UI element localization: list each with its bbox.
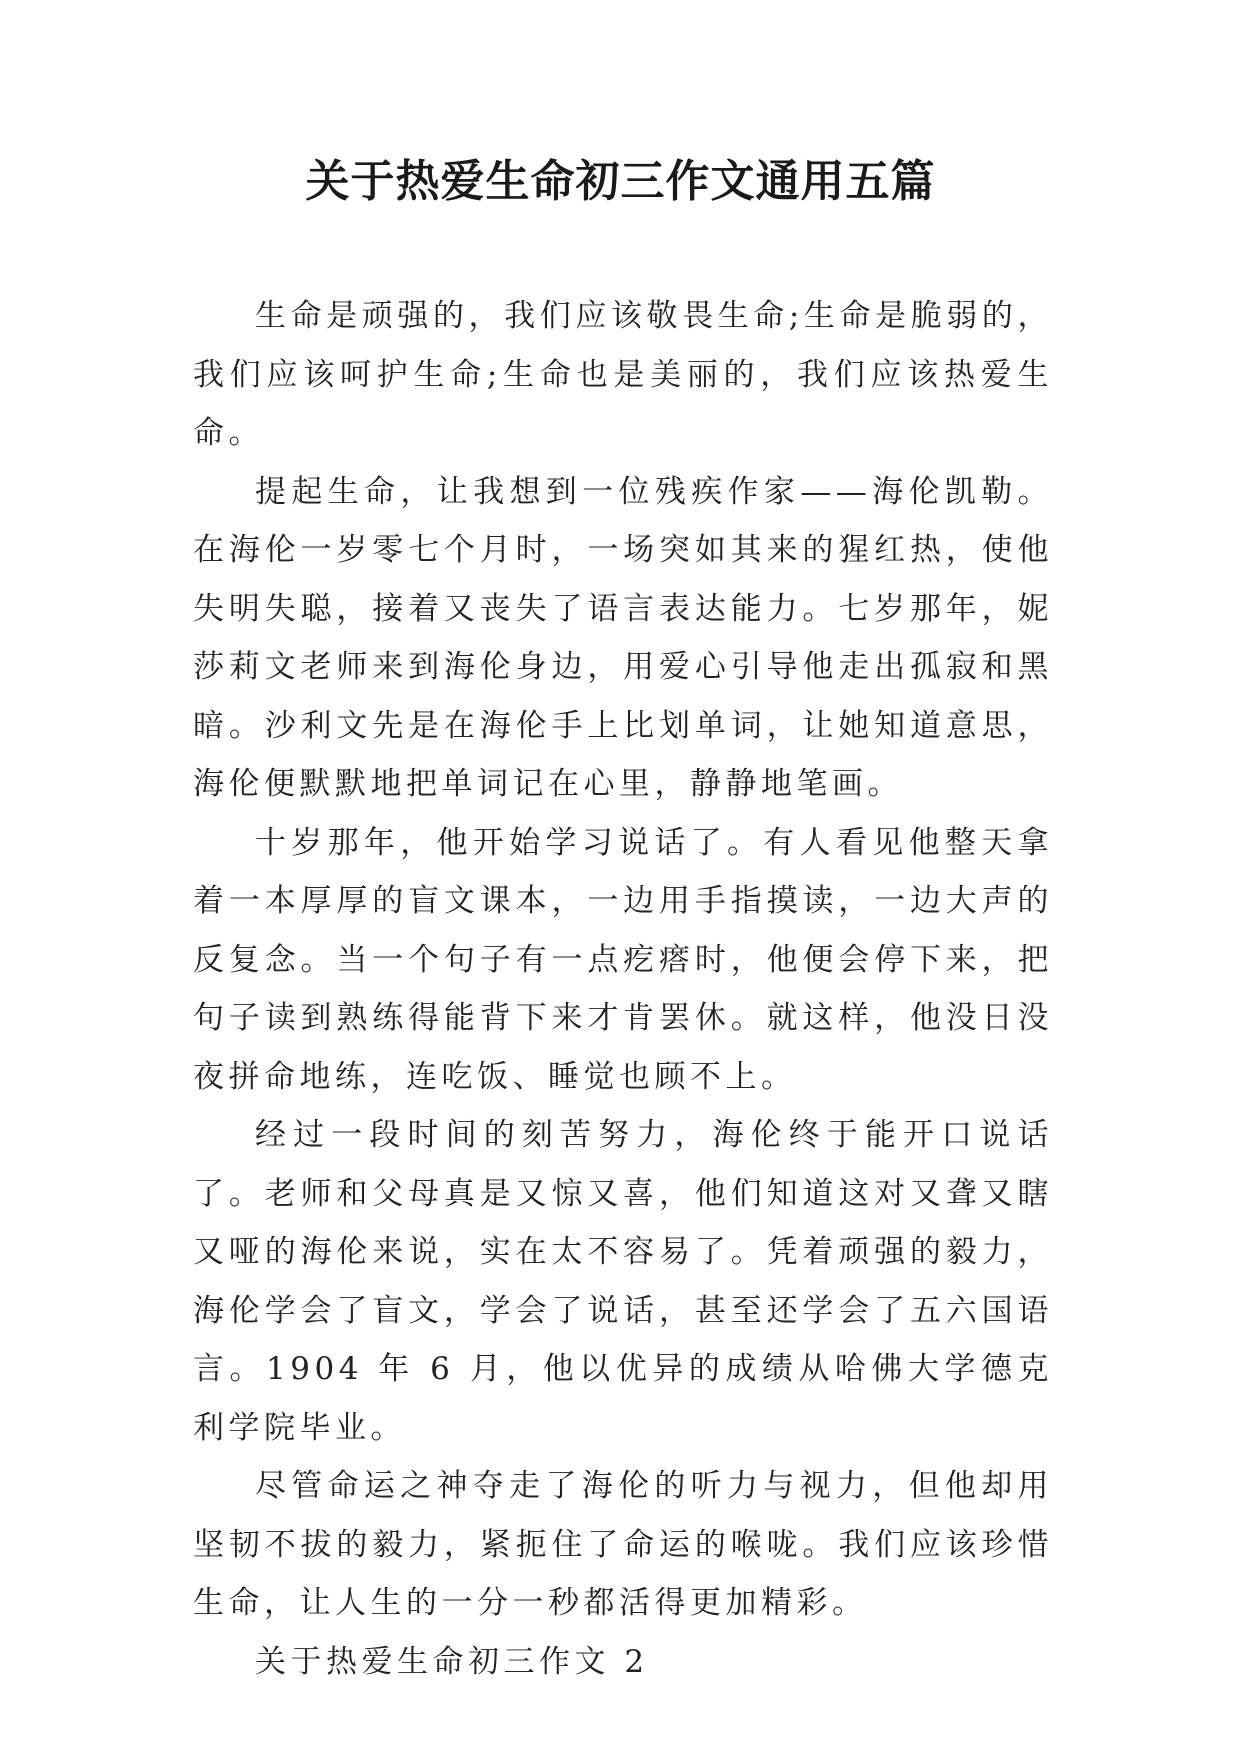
document-title: 关于热爱生命初三作文通用五篇 — [305, 156, 936, 207]
paragraph-1: 生命是顽强的，我们应该敬畏生命;生命是脆弱的，我们应该呵护生命;生命也是美丽的，我们应该热爱生命。 — [193, 298, 1053, 451]
paragraph-3: 十岁那年，他开始学习说话了。有人看见他整天拿着一本厚厚的盲文课本，一边用手指摸读，一边大声的反复念。当一个句子有一点疙瘩时，他便会停下来，把句子读到熟练得能背下来才肯罢休。就这样，他没日没夜拼命地练，连吃饭、睡觉也顾不上。 — [193, 824, 1053, 1095]
paragraph-4: 经过一段时间的刻苦努力，海伦终于能开口说话了。老师和父母真是又惊又喜，他们知道这对又聋又瞎又哑的海伦来说，实在太不容易了。凭着顽强的毅力，海伦学会了盲文，学会了说话，甚至还学会了五六国语言。1904 年 6 月，他以优异的成绩从哈佛大学德克利学院毕业。 — [193, 1117, 1053, 1446]
document-body — [193, 287, 1053, 1691]
paragraph-2: 提起生命，让我想到一位残疾作家——海伦凯勒。在海伦一岁零七个月时，一场突如其来的猩红热，使他失明失聪，接着又丧失了语言表达能力。七岁那年，妮莎莉文老师来到海伦身边，用爱心引导他走出孤寂和黑暗。沙利文先是在海伦手上比划单词，让她知道意思，海伦便默默地把单词记在心里，静静地笔画。 — [193, 473, 1053, 802]
paragraph-5: 尽管命运之神夺走了海伦的听力与视力，但他却用坚韧不拔的毅力，紧扼住了命运的喉咙。我们应该珍惜生命，让人生的一分一秒都活得更加精彩。 — [193, 1468, 1053, 1621]
section-heading-2: 关于热爱生命初三作文 2 — [255, 1643, 649, 1680]
